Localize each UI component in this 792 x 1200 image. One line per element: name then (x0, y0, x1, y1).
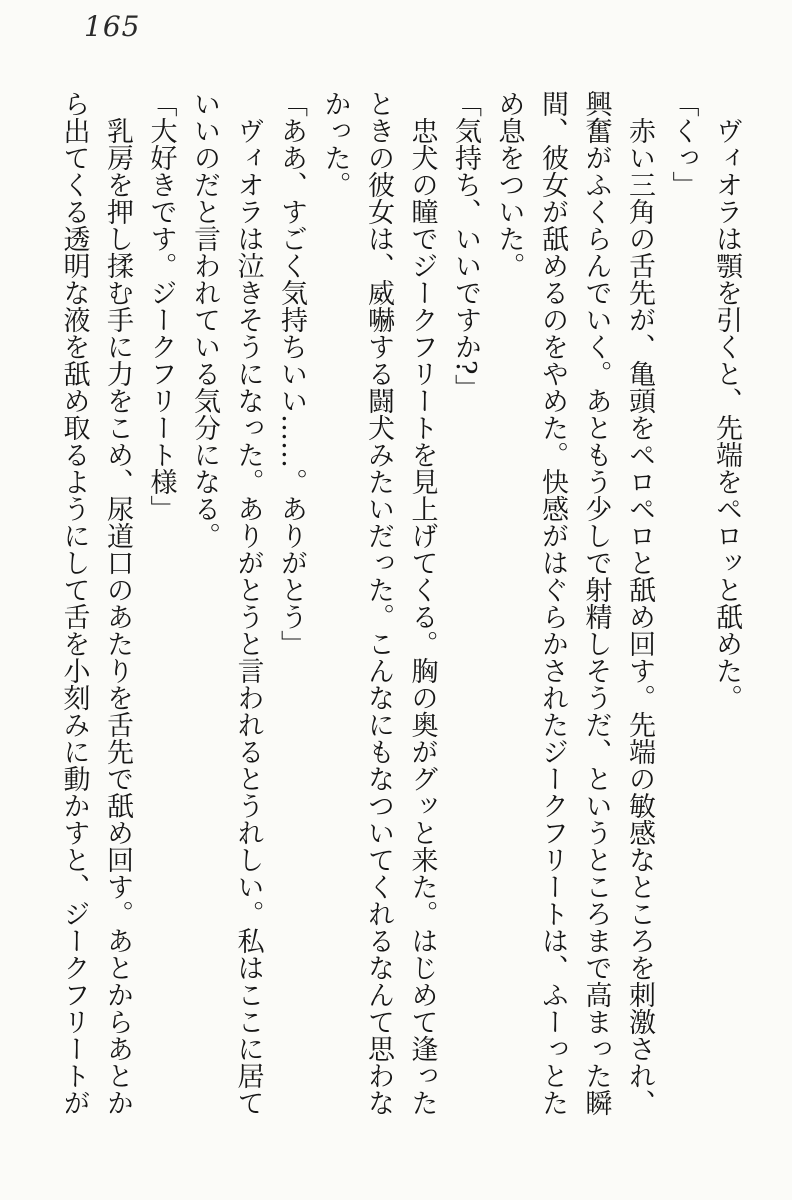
paragraph-3: 赤い三角の舌先が、亀頭をペロペロと舐め回す。先端の敏感なところを刺激され、興奮がふくらんでいく。あともう少しで射精しそうだ、というところまで高まった瞬間、彼女が舐めるのをやめた。快感がはぐらかされたジークフリートは、ふーっとため息をついた。 (493, 90, 655, 1116)
paragraph-2: 「くっ」 (667, 90, 699, 198)
paragraph-7: ヴィオラは泣きそうになった。ありがとうと言われるとうれしい。私はここに居ていいのだと言われている気分になる。 (189, 90, 264, 1116)
paragraph-9: 乳房を押し揉む手に力をこめ、尿道口のあたりを舌先で舐め回す。あとからあとから出てくる透明な液を舐め取るようにして舌を小刻みに動かすと、ジークフリートが (58, 90, 133, 1116)
paragraph-6: 「ああ、すごく気持ちいい……。ありがとう」 (276, 90, 307, 657)
paragraph-5: 忠犬の瞳でジークフリートを見上げてくる。胸の奥がグッと来た。はじめて逢ったときの彼女は、威嚇する闘犬みたいだった。こんなにもなついてくれるなんて思わなかった。 (319, 90, 438, 1116)
paragraph-8: 「大好きです。ジークフリート様」 (145, 90, 177, 522)
vertical-text-block (52, 90, 748, 1130)
paragraph-1: ヴィオラは顎を引くと、先端をペロッと舐めた。 (711, 117, 742, 711)
page-number: 165 (84, 10, 141, 43)
paragraph-4: 「気持ち、いいですか?」 (450, 90, 481, 402)
